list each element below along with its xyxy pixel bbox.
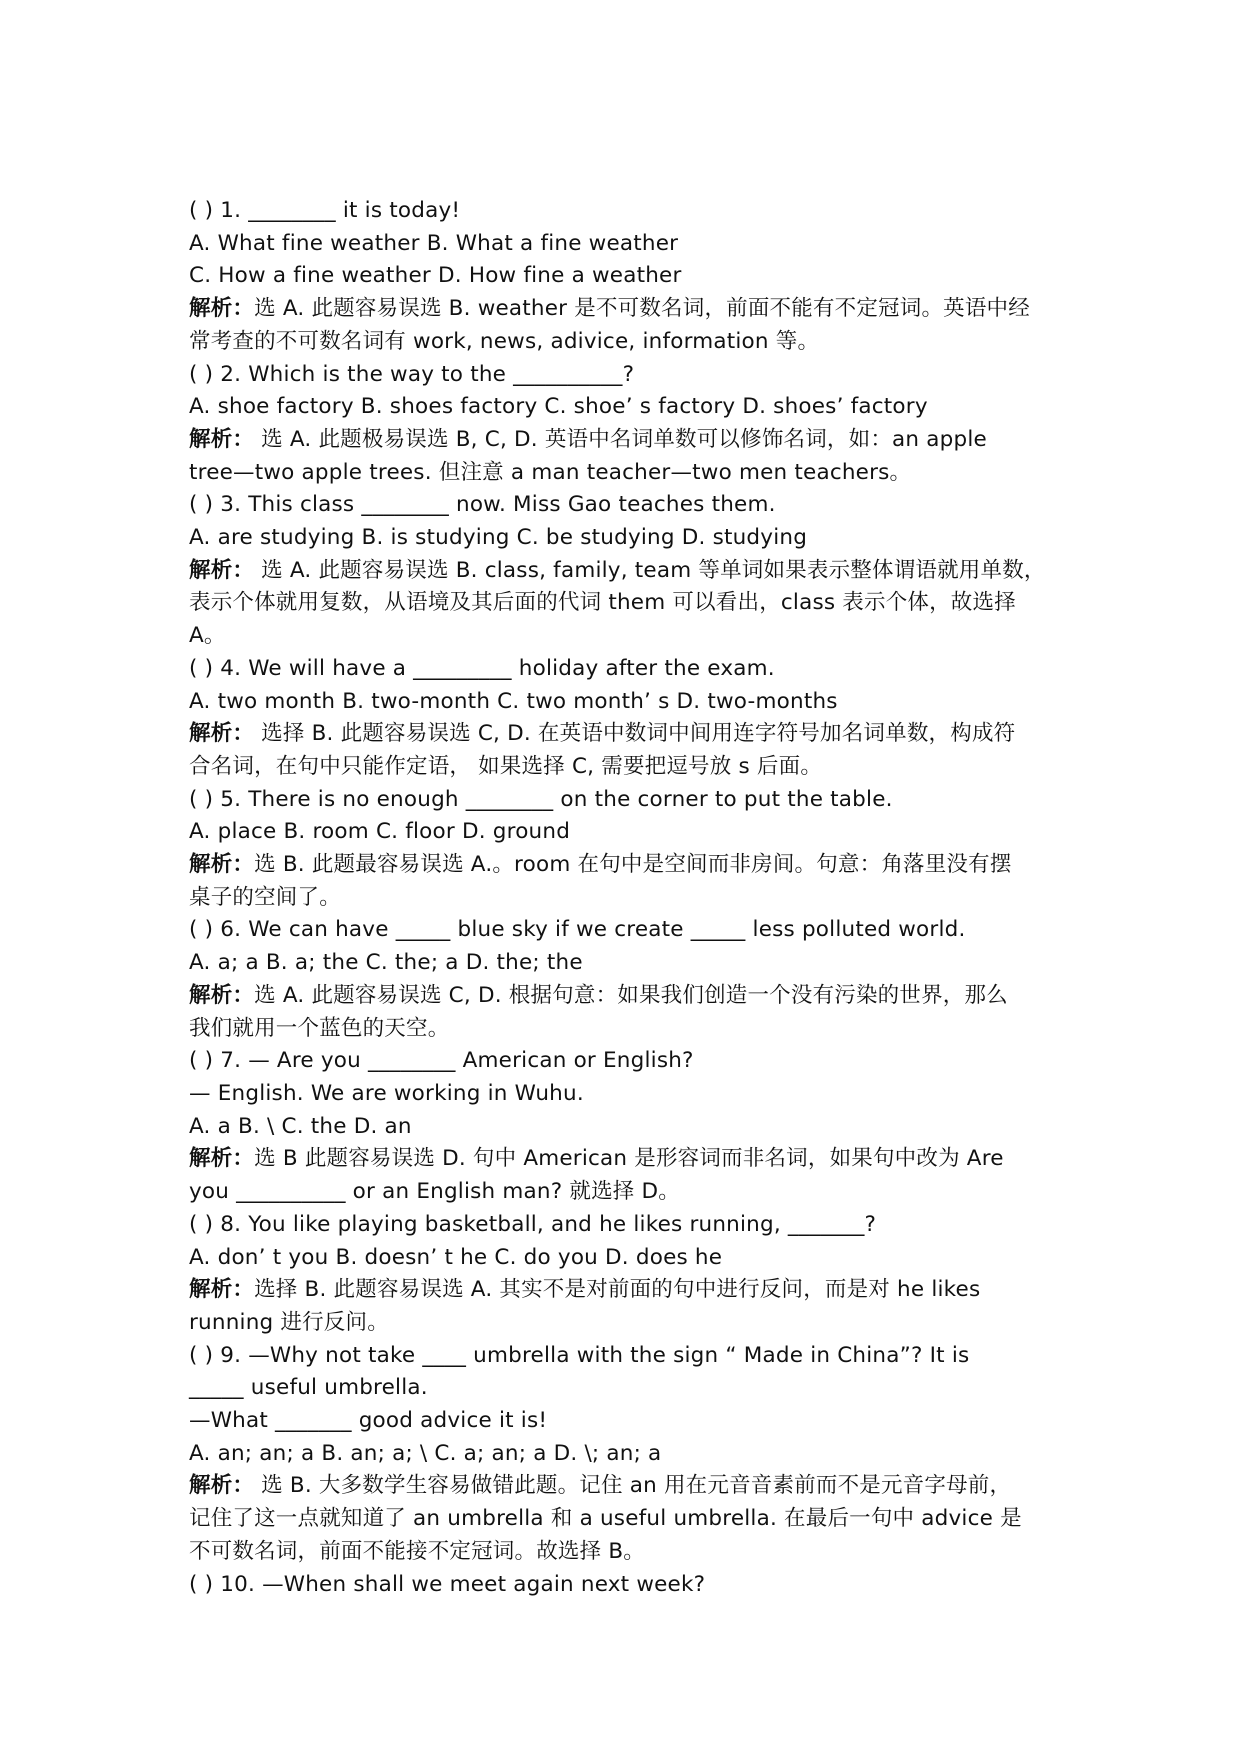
question-stem: — English. We are working in Wuhu. xyxy=(189,1080,584,1106)
answer-options: A. What fine weather B. What a fine weather xyxy=(189,230,679,256)
answer-options: A. a B. \ C. the D. an xyxy=(189,1113,412,1139)
explanation-line xyxy=(189,620,1069,653)
explanation-line xyxy=(189,326,1069,359)
question-block xyxy=(189,1209,1069,1340)
answer-options: A. two month B. two-month C. two month’ s D. two-months xyxy=(189,688,838,714)
question-block xyxy=(189,914,1069,1045)
explanation-label: 解析： xyxy=(189,1473,255,1499)
explanation-text: 我们就用一个蓝色的天空。 xyxy=(189,1015,450,1041)
explanation-text: 表示个体就用复数，从语境及其后面的代词 them 可以看出，class 表示个体，故选择 xyxy=(189,590,1016,616)
explanation-text: tree—two apple trees. 但注意 a man teacher—two men teachers。 xyxy=(189,459,912,485)
explanation-label: 解析： xyxy=(189,1277,255,1303)
explanation-text: 选 A. 此题容易误选 B. class, family, team 等单词如果表示整体谓语就用单数， xyxy=(254,557,1046,583)
explanation-label: 解析： xyxy=(189,296,255,322)
explanation-line xyxy=(189,555,1069,588)
question-block xyxy=(189,195,1069,359)
explanation-text: 常考查的不可数名词有 work, news, adivice, information 等。 xyxy=(189,328,820,354)
explanation-line xyxy=(189,587,1069,620)
explanation-text: 选 A. 此题极易误选 B, C, D. 英语中名词单数可以修饰名词，如：an apple xyxy=(254,426,987,452)
explanation-line xyxy=(189,1470,1069,1503)
explanation-label: 解析： xyxy=(189,852,255,878)
answer-options: A. place B. room C. floor D. ground xyxy=(189,819,571,845)
explanation-text: 合名词，在句中只能作定语， 如果选择 C, 需要把逗号放 s 后面。 xyxy=(189,753,823,779)
explanation-line xyxy=(189,457,1069,490)
explanation-line xyxy=(189,293,1069,326)
explanation-line xyxy=(189,424,1069,457)
explanation-text: 记住了这一点就知道了 an umbrella 和 a useful umbrella. 在最后一句中 advice 是 xyxy=(189,1506,1022,1532)
explanation-text: 选 B. 大多数学生容易做错此题。记住 an 用在元音音素前而不是元音字母前， xyxy=(254,1473,1012,1499)
question-stem: ( ) 1. ________ it is today! xyxy=(189,198,461,223)
question-stem: ( ) 4. We will have a _________ holiday after the exam. xyxy=(189,655,775,681)
question-stem: ( ) 3. This class ________ now. Miss Gao teaches them. xyxy=(189,492,776,518)
explanation-line xyxy=(189,1307,1069,1340)
question-stem: ( ) 10. —When shall we meet again next week? xyxy=(189,1571,706,1597)
explanation-text: 不可数名词，前面不能接不定冠词。故选择 B。 xyxy=(189,1538,645,1564)
explanation-line xyxy=(189,1143,1069,1176)
answer-options: A. an; an; a B. an; a; \ C. a; an; a D. \; an; a xyxy=(189,1440,662,1466)
question-stem: ( ) 8. You like playing basketball, and he likes running, _______? xyxy=(189,1211,877,1237)
explanation-line xyxy=(189,1503,1069,1536)
explanation-label: 解析： xyxy=(189,557,255,583)
explanation-line xyxy=(189,980,1069,1013)
explanation-line xyxy=(189,1536,1069,1569)
question-stem: ( ) 7. — Are you ________ American or English? xyxy=(189,1048,694,1074)
question-block xyxy=(189,1569,1069,1602)
explanation-line xyxy=(189,718,1069,751)
question-block xyxy=(189,1045,1069,1209)
explanation-text: 选 A. 此题容易误选 B. weather 是不可数名词，前面不能有不定冠词。英语中经 xyxy=(254,296,1030,322)
question-stem: —What _______ good advice it is! xyxy=(189,1408,548,1434)
explanation-text: A。 xyxy=(189,623,226,649)
explanation-line xyxy=(189,751,1069,784)
question-stem: ( ) 2. Which is the way to the __________? xyxy=(189,361,635,387)
answer-options: A. don’ t you B. doesn’ t he C. do you D. does he xyxy=(189,1244,723,1270)
answer-options: A. shoe factory B. shoes factory C. shoe’ s factory D. shoes’ factory xyxy=(189,394,928,420)
explanation-label: 解析： xyxy=(189,1146,255,1172)
question-stem: ( ) 9. —Why not take ____ umbrella with the sign “ Made in China”? It is xyxy=(189,1342,970,1368)
explanation-line xyxy=(189,1274,1069,1307)
explanation-text: 选 B. 此题最容易误选 A.。room 在句中是空间而非房间。句意：角落里没有摆 xyxy=(254,852,1012,878)
question-stem: _____ useful umbrella. xyxy=(189,1375,428,1401)
question-block xyxy=(189,489,1069,653)
explanation-label: 解析： xyxy=(189,426,255,452)
question-block xyxy=(189,653,1069,784)
answer-options: A. a; a B. a; the C. the; a D. the; the xyxy=(189,950,583,976)
explanation-text: 选择 B. 此题容易误选 C, D. 在英语中数词中间用连字符号加名词单数，构成符 xyxy=(254,721,1016,747)
explanation-text: you __________ or an English man? 就选择 D。 xyxy=(189,1179,680,1205)
answer-options: C. How a fine weather D. How fine a weather xyxy=(189,263,682,289)
answer-options: A. are studying B. is studying C. be studying D. studying xyxy=(189,525,808,551)
explanation-line xyxy=(189,849,1069,882)
explanation-text: 桌子的空间了。 xyxy=(189,884,341,910)
explanation-label: 解析： xyxy=(189,721,255,747)
question-stem: ( ) 5. There is no enough ________ on the corner to put the table. xyxy=(189,786,893,812)
explanation-text: running 进行反问。 xyxy=(189,1309,389,1335)
question-block xyxy=(189,359,1069,490)
explanation-label: 解析： xyxy=(189,982,255,1008)
explanation-line xyxy=(189,882,1069,915)
question-block xyxy=(189,1340,1069,1569)
explanation-text: 选择 B. 此题容易误选 A. 其实不是对前面的句中进行反问，而是对 he likes xyxy=(254,1277,981,1303)
explanation-text: 选 B 此题容易误选 D. 句中 American 是形容词而非名词，如果句中改为 Are xyxy=(254,1146,1004,1172)
explanation-line xyxy=(189,1013,1069,1046)
explanation-text: 选 A. 此题容易误选 C, D. 根据句意：如果我们创造一个没有污染的世界，那么 xyxy=(254,982,1008,1008)
question-stem: ( ) 6. We can have _____ blue sky if we create _____ less polluted world. xyxy=(189,917,966,943)
document-body xyxy=(189,195,1069,1601)
explanation-line xyxy=(189,1176,1069,1209)
question-block xyxy=(189,784,1069,915)
